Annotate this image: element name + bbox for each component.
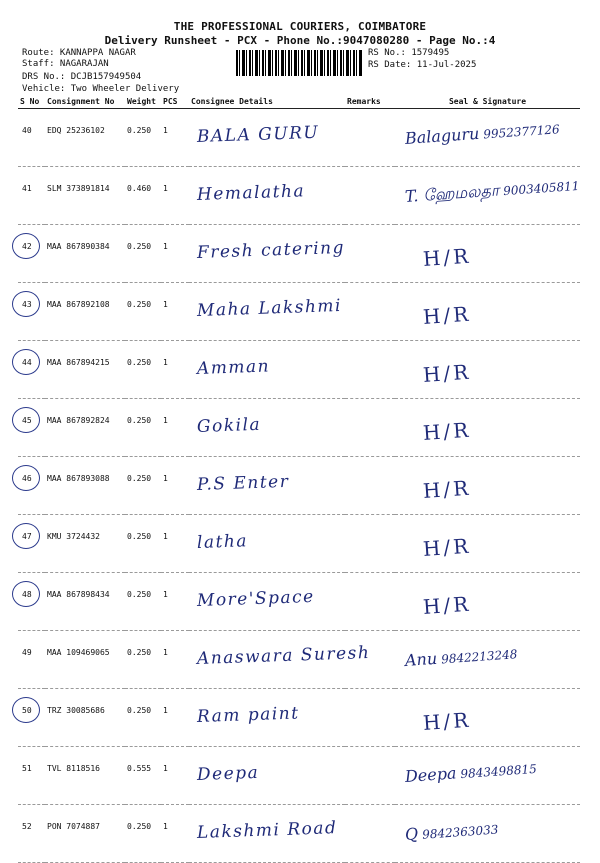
signature-text: H/R bbox=[422, 359, 472, 387]
signature-mark bbox=[422, 360, 472, 387]
weight-value: 0.555 bbox=[125, 747, 161, 805]
consignment-number: EDQ 25236102 bbox=[45, 109, 125, 167]
remarks-cell bbox=[345, 457, 395, 515]
consignee-name: Ram paint bbox=[196, 703, 300, 727]
circle-mark bbox=[12, 697, 40, 723]
consignment-number: SLM 373891814 bbox=[45, 167, 125, 225]
remarks-cell bbox=[345, 341, 395, 399]
consignment-number: MAA 867890384 bbox=[45, 225, 125, 283]
phone-number: 9003405811 bbox=[502, 178, 580, 199]
consignee-cell bbox=[189, 283, 345, 341]
serial-number-text: 52 bbox=[22, 822, 32, 831]
sno-cell bbox=[18, 805, 45, 863]
serial-number-text: 49 bbox=[22, 648, 32, 657]
rs-number: RS No.: 1579495 bbox=[368, 48, 450, 58]
consignee-name: More'Space bbox=[196, 586, 316, 611]
consignee-cell bbox=[189, 341, 345, 399]
signature-mark bbox=[422, 476, 472, 503]
signature-text: Deepa bbox=[404, 763, 458, 786]
consignee-cell bbox=[189, 457, 345, 515]
sno-cell bbox=[18, 457, 45, 515]
pcs-value: 1 bbox=[161, 689, 189, 747]
weight-value: 0.250 bbox=[125, 341, 161, 399]
signature-text: T. ஹேமலதா bbox=[404, 180, 500, 206]
serial-number-text: 48 bbox=[22, 590, 32, 599]
pcs-value: 1 bbox=[161, 399, 189, 457]
signature-cell bbox=[395, 747, 580, 805]
signature-cell bbox=[395, 225, 580, 283]
sno-cell bbox=[18, 515, 45, 573]
sno-cell bbox=[18, 689, 45, 747]
remarks-cell bbox=[345, 225, 395, 283]
signature-cell bbox=[395, 515, 580, 573]
pcs-value: 1 bbox=[161, 747, 189, 805]
circle-mark bbox=[12, 465, 40, 491]
table-row bbox=[18, 283, 580, 341]
pcs-value: 1 bbox=[161, 283, 189, 341]
circle-mark bbox=[12, 407, 40, 433]
serial-number bbox=[20, 416, 32, 425]
remarks-cell bbox=[345, 747, 395, 805]
table-row bbox=[18, 109, 580, 167]
signature-mark bbox=[422, 534, 472, 561]
pcs-value: 1 bbox=[161, 167, 189, 225]
serial-number-text: 46 bbox=[22, 474, 32, 483]
consignment-number: TVL 8118516 bbox=[45, 747, 125, 805]
consignment-number: MAA 867892824 bbox=[45, 399, 125, 457]
runsheet-table bbox=[18, 95, 580, 863]
serial-number-text: 42 bbox=[22, 242, 32, 251]
table-row bbox=[18, 167, 580, 225]
pcs-value: 1 bbox=[161, 341, 189, 399]
remarks-cell bbox=[345, 515, 395, 573]
circle-mark bbox=[12, 523, 40, 549]
weight-value: 0.250 bbox=[125, 109, 161, 167]
serial-number-text: 45 bbox=[22, 416, 32, 425]
serial-number bbox=[20, 822, 32, 831]
signature-cell bbox=[395, 805, 580, 863]
serial-number bbox=[20, 590, 32, 599]
pcs-value: 1 bbox=[161, 457, 189, 515]
remarks-cell bbox=[345, 399, 395, 457]
signature-mark bbox=[422, 244, 472, 271]
remarks-cell bbox=[345, 805, 395, 863]
signature-mark bbox=[404, 643, 518, 670]
consignee-name: Deepa bbox=[196, 762, 260, 785]
pcs-value: 1 bbox=[161, 109, 189, 167]
signature-mark bbox=[404, 758, 537, 786]
consignee-cell bbox=[189, 167, 345, 225]
serial-number bbox=[20, 300, 32, 309]
consignment-number: TRZ 30085686 bbox=[45, 689, 125, 747]
pcs-value: 1 bbox=[161, 631, 189, 689]
pcs-value: 1 bbox=[161, 225, 189, 283]
serial-number bbox=[20, 706, 32, 715]
serial-number-text: 40 bbox=[22, 126, 32, 135]
serial-number-text: 44 bbox=[22, 358, 32, 367]
column-header: Consignee Details bbox=[189, 95, 345, 109]
consignee-cell bbox=[189, 399, 345, 457]
circle-mark bbox=[12, 233, 40, 259]
table-row bbox=[18, 225, 580, 283]
rs-date: RS Date: 11-Jul-2025 bbox=[368, 60, 477, 70]
signature-mark bbox=[404, 819, 499, 844]
phone-number: 9842363033 bbox=[421, 822, 499, 842]
weight-value: 0.250 bbox=[125, 457, 161, 515]
serial-number-text: 47 bbox=[22, 532, 32, 541]
serial-number bbox=[20, 358, 32, 367]
pcs-value: 1 bbox=[161, 573, 189, 631]
sno-cell bbox=[18, 167, 45, 225]
signature-text: Balaguru bbox=[404, 123, 480, 148]
serial-number bbox=[20, 474, 32, 483]
signature-mark bbox=[422, 708, 472, 735]
vehicle-text: Vehicle: Two Wheeler Delivery bbox=[22, 84, 180, 94]
circle-mark bbox=[12, 349, 40, 375]
sno-cell bbox=[18, 341, 45, 399]
table-row bbox=[18, 515, 580, 573]
sno-cell bbox=[18, 399, 45, 457]
consignee-cell bbox=[189, 631, 371, 689]
consignment-number: MAA 109469065 bbox=[45, 631, 125, 689]
runsheet-title: THE PROFESSIONAL COURIERS, COIMBATORE bbox=[173, 20, 427, 33]
remarks-cell bbox=[345, 631, 395, 689]
weight-value: 0.250 bbox=[125, 573, 161, 631]
signature-text: H/R bbox=[422, 533, 472, 561]
consignee-name: BALA GURU bbox=[196, 122, 320, 147]
serial-number bbox=[20, 648, 32, 657]
consignee-name: Maha Lakshmi bbox=[196, 295, 343, 321]
weight-value: 0.250 bbox=[125, 399, 161, 457]
signature-cell bbox=[395, 631, 580, 689]
consignment-number: MAA 867894215 bbox=[45, 341, 125, 399]
consignment-number: MAA 867893088 bbox=[45, 457, 125, 515]
sno-cell bbox=[18, 573, 45, 631]
weight-value: 0.250 bbox=[125, 515, 161, 573]
barcode-image bbox=[236, 50, 362, 76]
consignee-name: Lakshmi Road bbox=[196, 818, 338, 843]
column-header: Consignment No bbox=[45, 95, 125, 109]
serial-number-text: 41 bbox=[22, 184, 32, 193]
signature-text: H/R bbox=[422, 301, 472, 329]
serial-number bbox=[20, 764, 32, 773]
sno-cell bbox=[18, 747, 45, 805]
consignee-cell bbox=[189, 225, 345, 283]
consignee-cell bbox=[189, 805, 345, 863]
table-row bbox=[18, 805, 580, 863]
serial-number bbox=[20, 242, 32, 251]
drs-number: DRS No.: DCJB157949504 bbox=[22, 72, 142, 82]
remarks-cell bbox=[345, 167, 395, 225]
consignee-name: latha bbox=[196, 531, 249, 553]
signature-mark bbox=[422, 592, 472, 619]
remarks-cell bbox=[345, 689, 395, 747]
signature-text: H/R bbox=[422, 475, 472, 503]
signature-text: Anu bbox=[404, 648, 438, 670]
weight-value: 0.250 bbox=[125, 689, 161, 747]
remarks-cell bbox=[345, 283, 395, 341]
consignee-cell bbox=[189, 689, 345, 747]
remarks-cell bbox=[345, 573, 395, 631]
column-header: Remarks bbox=[345, 95, 395, 109]
serial-number-text: 43 bbox=[22, 300, 32, 309]
consignee-name: Amman bbox=[196, 356, 271, 379]
consignee-cell bbox=[189, 109, 345, 167]
signature-text: H/R bbox=[422, 707, 472, 735]
serial-number-text: 50 bbox=[22, 706, 32, 715]
table-row bbox=[18, 747, 580, 805]
consignment-number: KMU 3724432 bbox=[45, 515, 125, 573]
serial-number bbox=[20, 184, 32, 193]
signature-cell bbox=[395, 109, 580, 167]
phone-number: 9842213248 bbox=[440, 647, 518, 667]
sno-cell bbox=[18, 283, 45, 341]
serial-number bbox=[20, 126, 32, 135]
table-row bbox=[18, 573, 580, 631]
signature-mark bbox=[404, 175, 580, 208]
consignment-number: MAA 867892108 bbox=[45, 283, 125, 341]
signature-cell bbox=[395, 457, 580, 515]
table-row bbox=[18, 341, 580, 399]
signature-cell bbox=[395, 399, 580, 457]
pcs-value: 1 bbox=[161, 515, 189, 573]
signature-cell bbox=[395, 341, 580, 399]
consignment-number: PON 7074887 bbox=[45, 805, 125, 863]
consignment-number: MAA 867898434 bbox=[45, 573, 125, 631]
signature-text: H/R bbox=[422, 417, 472, 445]
signature-mark bbox=[422, 302, 472, 329]
signature-text: Q bbox=[404, 824, 419, 844]
weight-value: 0.250 bbox=[125, 631, 161, 689]
route-text: Route: KANNAPPA NAGAR bbox=[22, 48, 136, 58]
signature-mark bbox=[422, 418, 472, 445]
signature-text: H/R bbox=[422, 243, 472, 271]
consignee-cell bbox=[189, 747, 345, 805]
consignee-name: Fresh catering bbox=[196, 237, 346, 263]
consignee-cell bbox=[189, 573, 345, 631]
column-header: Weight bbox=[125, 95, 161, 109]
consignee-name: Hemalatha bbox=[196, 181, 306, 205]
table-row bbox=[18, 399, 580, 457]
signature-cell bbox=[395, 283, 580, 341]
signature-text: H/R bbox=[422, 591, 472, 619]
sno-cell bbox=[18, 631, 45, 689]
weight-value: 0.460 bbox=[125, 167, 161, 225]
pcs-value: 1 bbox=[161, 805, 189, 863]
column-header: S No bbox=[18, 95, 45, 109]
table-header-row bbox=[18, 95, 580, 109]
signature-cell bbox=[395, 167, 580, 225]
consignee-name: Gokila bbox=[196, 414, 262, 437]
consignee-name: Anaswara Suresh bbox=[196, 642, 371, 669]
signature-mark bbox=[404, 118, 560, 148]
staff-text: Staff: NAGARAJAN bbox=[22, 59, 109, 69]
weight-value: 0.250 bbox=[125, 805, 161, 863]
serial-number-text: 51 bbox=[22, 764, 32, 773]
phone-number: 9843498815 bbox=[460, 761, 538, 782]
consignee-cell bbox=[189, 515, 345, 573]
signature-cell bbox=[395, 689, 580, 747]
table-row bbox=[18, 631, 580, 689]
circle-mark bbox=[12, 291, 40, 317]
runsheet-subtitle: Delivery Runsheet - PCX - Phone No.:9047080280 - Page No.:4 bbox=[104, 34, 496, 47]
table-row bbox=[18, 457, 580, 515]
column-header: Seal & Signature bbox=[395, 95, 580, 109]
table-row bbox=[18, 689, 580, 747]
weight-value: 0.250 bbox=[125, 225, 161, 283]
sno-cell bbox=[18, 225, 45, 283]
serial-number bbox=[20, 532, 32, 541]
signature-cell bbox=[395, 573, 580, 631]
weight-value: 0.250 bbox=[125, 283, 161, 341]
consignee-name: P.S Enter bbox=[196, 471, 290, 495]
phone-number: 9952377126 bbox=[482, 122, 561, 142]
remarks-cell bbox=[345, 109, 395, 167]
sno-cell bbox=[18, 109, 45, 167]
column-header: PCS bbox=[161, 95, 189, 109]
circle-mark bbox=[12, 581, 40, 607]
